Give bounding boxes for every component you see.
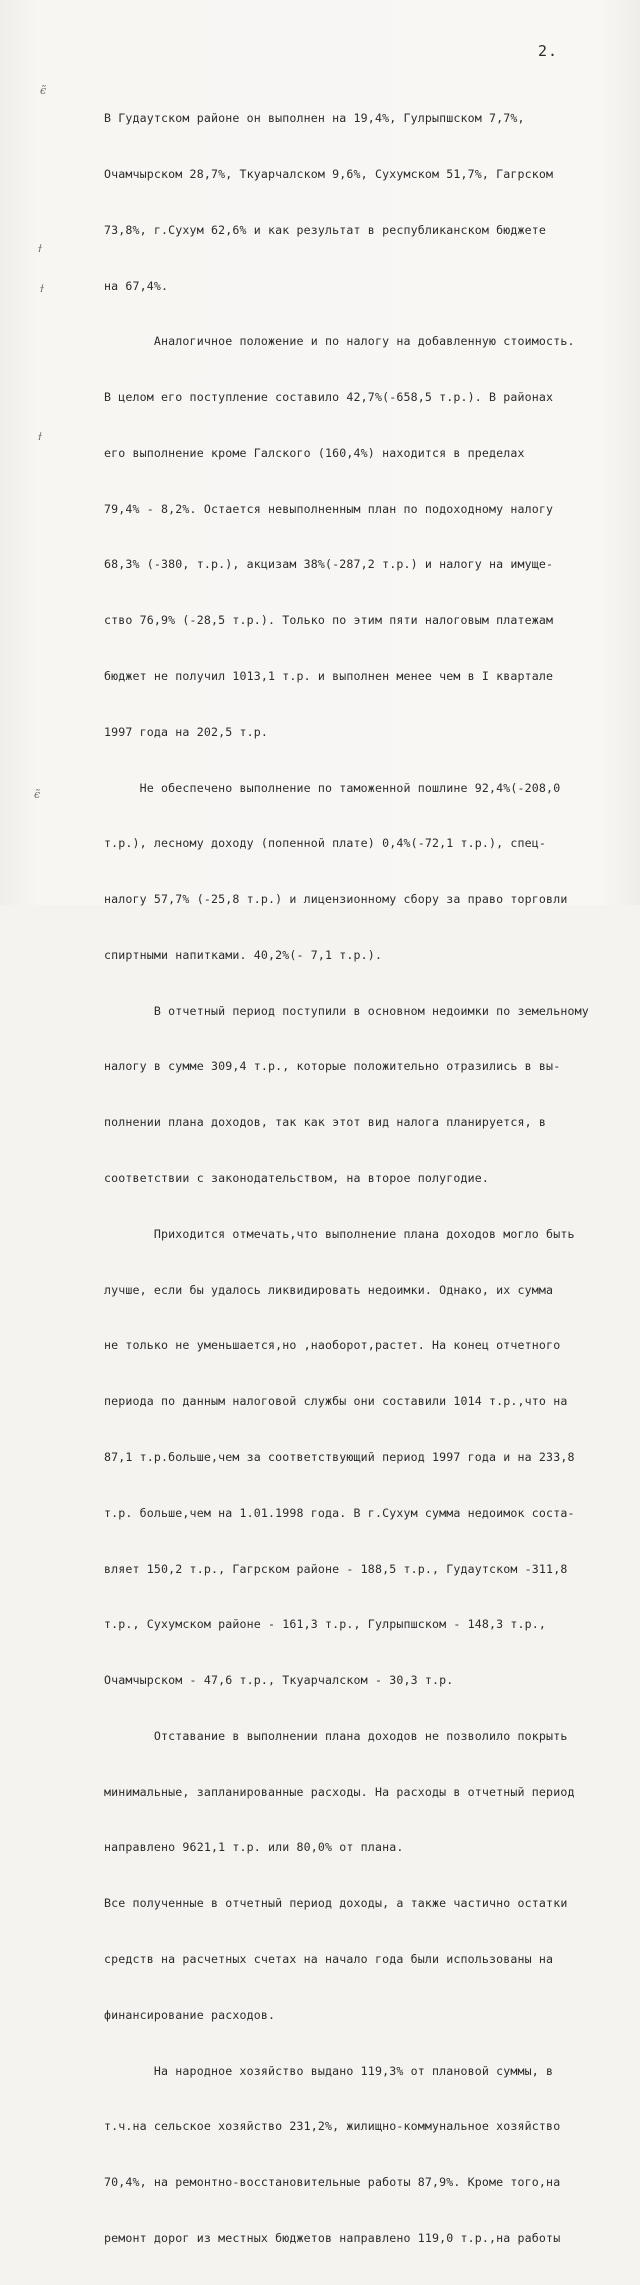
text-line: ство 76,9% (-28,5 т.р.). Только по этим пяти налоговым платежам	[104, 613, 554, 628]
text-line: его выполнение кроме Галского (160,4%) находится в пределах	[104, 445, 525, 460]
text-line: 70,4%, на ремонтно-восстановительные работы 87,9%. Кроме того,на	[104, 2175, 561, 2190]
text-line: Аналогичное положение и по налогу на добавленную стоимость.	[104, 334, 575, 349]
text-line: В целом его поступление составило 42,7%(-658,5 т.р.). В районах	[104, 390, 554, 405]
text-line: 79,4% - 8,2%. Остается невыполненным план по подоходному налогу	[104, 501, 554, 516]
text-line: налогу в сумме 309,4 т.р., которые положительно отразились в вы-	[104, 1059, 561, 1074]
text-line: не только не уменьшается,но ,наоборот,растет. На конец отчетного	[104, 1338, 561, 1353]
text-line: вляет 150,2 т.р., Гагрском районе - 188,5 т.р., Гудаутском -311,8	[104, 1561, 568, 1576]
text-line: Не обеспечено выполнение по таможенной пошлине 92,4%(-208,0	[104, 780, 561, 795]
text-line: 68,3% (-380, т.р.), акцизам 38%(-287,2 т.р.) и налогу на имуще-	[104, 557, 554, 572]
text-line: минимальные, запланированные расходы. На расходы в отчетный период	[104, 1784, 575, 1799]
text-line: т.р.), лесному доходу (попенной плате) 0,4%(-72,1 т.р.), спец-	[104, 836, 547, 851]
text-line: направлено 9621,1 т.р. или 80,0% от плана.	[104, 1840, 404, 1855]
text-line: Очамчырском 28,7%, Ткуарчалском 9,6%, Сухумском 51,7%, Гагрском	[104, 166, 554, 181]
text-line: периода по данным налоговой службы они составили 1014 т.р.,что на	[104, 1394, 568, 1409]
text-line: финансирование расходов.	[104, 2007, 276, 2022]
text-line: бюджет не получил 1013,1 т.р. и выполнен менее чем в I квартале	[104, 669, 554, 683]
text-line: т.ч.на сельское хозяйство 231,2%, жилищно-коммунальное хозяйство	[104, 2119, 561, 2134]
text-line: полнении плана доходов, так как этот вид налога планируется, в	[104, 1115, 547, 1130]
text-line: т.р., Сухумском районе - 161,3 т.р., Гулрыпшском - 148,3 т.р.,	[104, 1617, 547, 1632]
text-line: спиртными напитками. 40,2%(- 7,1 т.р.).	[104, 947, 383, 962]
text-line: На народное хозяйство выдано 119,3% от плановой суммы, в	[104, 2063, 554, 2078]
text-line: Приходится отмечать,что выполнение плана доходов могло быть	[104, 1226, 575, 1241]
document-body	[104, 72, 632, 2285]
margin-mark: ϯ	[40, 282, 44, 295]
text-line: Очамчырском - 47,6 т.р., Ткуарчалском - 30,3 т.р.	[104, 1673, 454, 1688]
text-line: Все полученные в отчетный период доходы, а также частично остатки	[104, 1896, 568, 1911]
text-line: на 67,4%.	[104, 278, 169, 293]
text-line: т.р. больше,чем на 1.01.1998 года. В г.Сухум сумма недоимок состa-	[104, 1505, 575, 1520]
text-line: ремонт дорог из местных бюджетов направлено 119,0 т.р.,на работы	[104, 2230, 561, 2245]
text-line: В отчетный период поступили в основном недоимки по земельному	[104, 1003, 589, 1018]
text-line: В Гудаутском районе он выполнен на 19,4%, Гулрыпшском 7,7%,	[104, 111, 525, 126]
page-number: 2.	[538, 42, 559, 60]
margin-mark: ϯ	[38, 430, 42, 443]
margin-mark: ϵ̃	[34, 788, 41, 801]
text-line: средств на расчетных счетах на начало года были использованы на	[104, 1951, 554, 1966]
text-line: 87,1 т.р.больше,чем за соответствующий период 1997 года и на 233,8	[104, 1449, 575, 1464]
text-line: налогу 57,7% (-25,8 т.р.) и лицензионному сбору за право торговли	[104, 892, 568, 907]
margin-mark: ϯ	[38, 242, 42, 255]
margin-mark: ϵ̃	[40, 84, 47, 97]
text-line: 73,8%, г.Сухум 62,6% и как результат в республиканском бюджете	[104, 222, 547, 237]
text-line: 1997 года на 202,5 т.р.	[104, 724, 268, 739]
text-line: соответствии с законодательством, на второе полугодие.	[104, 1171, 490, 1186]
text-line: Отставание в выполнении плана доходов не позволило покрыть	[104, 1728, 568, 1743]
text-line: лучше, если бы удалось ликвидировать недоимки. Однако, их сумма	[104, 1282, 554, 1297]
